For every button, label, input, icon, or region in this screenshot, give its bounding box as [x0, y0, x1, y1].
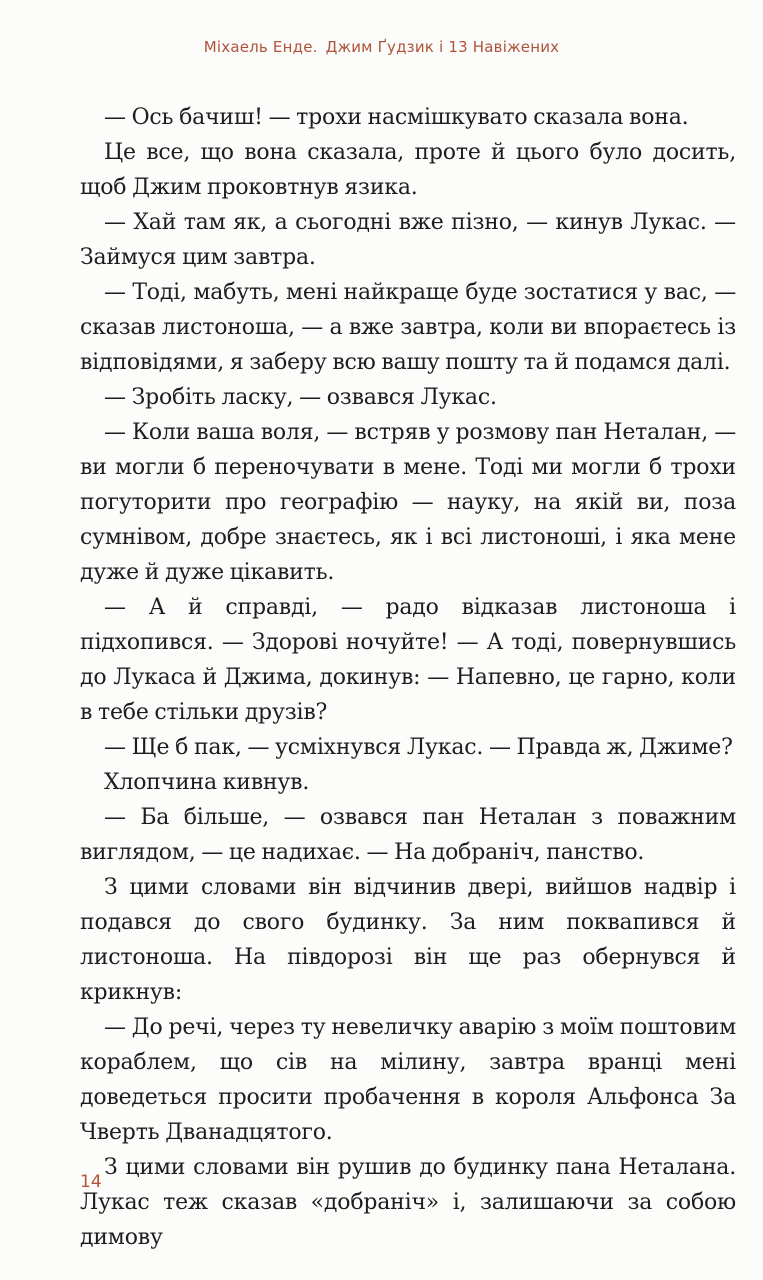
page-number: 14 — [80, 1172, 102, 1192]
paragraph: — Ще б пак, — усміхнувся Лукас. — Правда ж, Джиме? — [104, 735, 733, 760]
paragraph: З цими словами він відчинив двері, вийшов надвір і подався до свого будинку. За ним поквапився й листоноша. На півдорозі він ще раз обернувся й крикнув: — [80, 875, 736, 1005]
paragraph: — До речі, через ту невеличку аварію з моїм поштовим кораблем, що сів на мілину, завтра вранці мені доведеться просити пробачення в короля Альфонса За Чверть Дванадцятого. — [80, 1015, 736, 1145]
paragraph: — Ба більше, — озвався пан Неталан з поважним виглядом, — це надихає. — На добраніч, панство. — [80, 805, 736, 865]
header-author: Міхаель Енде. — [203, 38, 318, 56]
paragraph: — Ось бачиш! — трохи насмішкувато сказала вона. — [104, 105, 689, 130]
paragraph: — Зробіть ласку, — озвався Лукас. — [104, 385, 497, 410]
paragraph: — Тоді, мабуть, мені найкраще буде зостатися у вас, — сказав листоноша, — а вже завтра, коли ви впораєтесь із відповідями, я заберу всю вашу пошту та й подамся далі. — [80, 280, 736, 375]
paragraph: З цими словами він рушив до будинку пана Неталана. Лукас теж сказав «добраніч» і, залишаючи за собою димову — [80, 1155, 736, 1250]
paragraph: Це все, що вона сказала, проте й цього було досить, щоб Джим проковтнув язика. — [80, 140, 736, 200]
body-text — [80, 100, 736, 1255]
paragraph: — Хай там як, а сьогодні вже пізно, — кинув Лукас. — Займуся цим завтра. — [80, 210, 736, 270]
paragraph: Хлопчина кивнув. — [104, 770, 310, 795]
paragraph: — А й справді, — радо відказав листоноша і підхопився. — Здорові ночуйте! — А тоді, повернувшись до Лукаса й Джима, докинув: — Напевно, це гарно, коли в тебе стільки друзів? — [80, 595, 736, 725]
header-book-title: Джим Ґудзик і 13 Навіжених — [325, 38, 560, 56]
running-header — [0, 38, 763, 56]
paragraph: — Коли ваша воля, — встряв у розмову пан Неталан, — ви могли б переночувати в мене. Тоді ми могли б трохи погуторити про географію — науку, на якій ви, поза сумнівом, добре знаєтесь, як і всі листоноші, і яка мене дуже й дуже цікавить. — [80, 420, 736, 585]
